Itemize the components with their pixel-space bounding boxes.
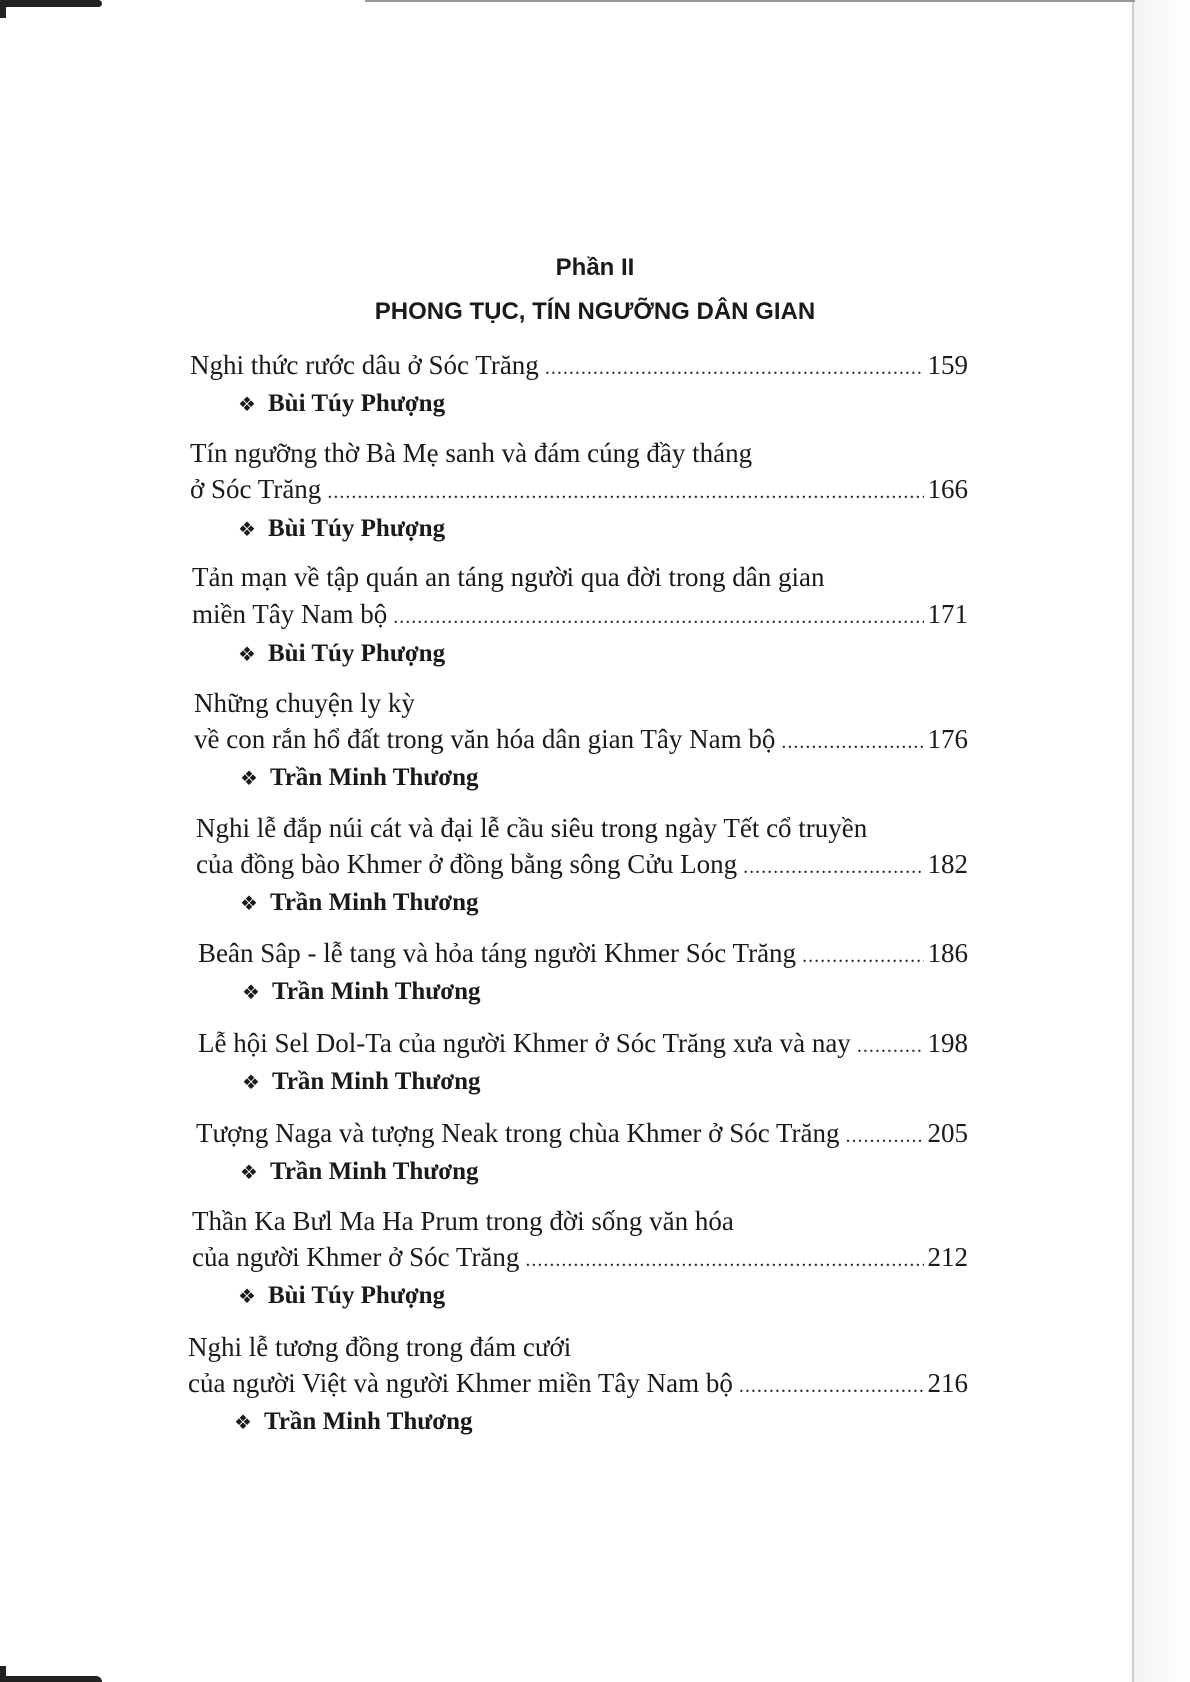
dot-leader: [802, 939, 923, 973]
page-number: 159: [927, 350, 968, 380]
toc-entry-title[interactable]: Tản mạn về tập quán an táng người qua đời trong dân gian: [192, 562, 825, 592]
page-number: 205: [927, 1118, 968, 1148]
diamond-bullet-icon: ❖: [240, 891, 258, 915]
section-title: PHONG TỤC, TÍN NGƯỠNG DÂN GIAN: [374, 298, 816, 325]
page-number: 182: [927, 849, 968, 879]
diamond-bullet-icon: ❖: [238, 517, 256, 541]
toc-entry-author: ❖ Bùi Túy Phượng: [238, 388, 445, 420]
toc-entry-author: ❖ Bùi Túy Phượng: [238, 1280, 445, 1312]
diamond-bullet-icon: ❖: [242, 980, 260, 1004]
diamond-bullet-icon: ❖: [242, 1070, 260, 1094]
toc-entry-title-continued[interactable]: của người Việt và người Khmer miền Tây Nam bộ ..... 216: [188, 1366, 968, 1403]
toc-entry-author: ❖ Trần Minh Thương: [242, 976, 481, 1008]
diamond-bullet-icon: ❖: [234, 1410, 252, 1434]
toc-entry-title[interactable]: Nghi lễ đắp núi cát và đại lễ cầu siêu trong ngày Tết cổ truyền: [196, 813, 868, 843]
page-number: 212: [927, 1242, 968, 1272]
toc-entry-author: ❖ Trần Minh Thương: [242, 1066, 481, 1098]
page-number: 198: [927, 1028, 968, 1058]
dot-leader: [545, 351, 924, 385]
dot-leader: [739, 1369, 924, 1403]
part-title: Phần II: [555, 254, 635, 281]
toc-entry-author: ❖ Trần Minh Thương: [240, 762, 479, 794]
toc-entry-title-continued[interactable]: của đồng bào Khmer ở đồng bằng sông Cửu Long ..... 182: [196, 847, 968, 884]
toc-entry-title[interactable]: Beân Sâp - lễ tang và hỏa táng người Khmer Sóc Trăng ..... 186: [198, 936, 968, 973]
dot-leader: [393, 600, 923, 634]
dot-leader: [845, 1119, 923, 1153]
dot-leader: [857, 1029, 924, 1063]
page-number: 186: [927, 938, 968, 968]
toc-entry-title-continued[interactable]: ở Sóc Trăng ..... 166: [190, 472, 968, 509]
toc-entry-title-continued[interactable]: về con rắn hổ đất trong văn hóa dân gian Tây Nam bộ ..... 176: [194, 722, 968, 759]
diamond-bullet-icon: ❖: [240, 1160, 258, 1184]
diamond-bullet-icon: ❖: [238, 392, 256, 416]
toc-entry-author: ❖ Bùi Túy Phượng: [238, 513, 445, 545]
diamond-bullet-icon: ❖: [238, 642, 256, 666]
dot-leader: [743, 850, 923, 884]
toc-entry-author: ❖ Trần Minh Thương: [240, 887, 479, 919]
page-number: 216: [927, 1368, 968, 1398]
toc-entry-title-continued[interactable]: miền Tây Nam bộ ..... 171: [192, 597, 968, 634]
dot-leader: [525, 1243, 923, 1277]
page-number: 166: [927, 474, 968, 504]
toc-entry-title[interactable]: Tượng Naga và tượng Neak trong chùa Khmer ở Sóc Trăng ..... 205: [196, 1116, 968, 1153]
page-number: 171: [927, 599, 968, 629]
toc-entry-author: ❖ Trần Minh Thương: [234, 1406, 473, 1438]
dot-leader: [781, 725, 923, 759]
toc-entry-author: ❖ Bùi Túy Phượng: [238, 638, 445, 670]
dot-leader: [327, 475, 923, 509]
toc-entry-title[interactable]: Thần Ka Bưl Ma Ha Prum trong đời sống văn hóa: [192, 1206, 734, 1236]
toc-entry-title[interactable]: Những chuyện ly kỳ: [194, 688, 415, 718]
page-number: 176: [927, 724, 968, 754]
toc-entry-title[interactable]: Nghi lễ tương đồng trong đám cưới: [188, 1332, 572, 1362]
diamond-bullet-icon: ❖: [240, 766, 258, 790]
toc-entry-title[interactable]: Lễ hội Sel Dol-Ta của người Khmer ở Sóc Trăng xưa và nay ..... 198: [198, 1026, 968, 1063]
diamond-bullet-icon: ❖: [238, 1284, 256, 1308]
toc-entry-title-continued[interactable]: của người Khmer ở Sóc Trăng ..... 212: [192, 1240, 968, 1277]
toc-entry-title[interactable]: Tín ngưỡng thờ Bà Mẹ sanh và đám cúng đầy tháng: [190, 438, 753, 468]
toc-entry-title[interactable]: Nghi thức rước dâu ở Sóc Trăng ..... 159: [190, 348, 968, 385]
toc-entry-author: ❖ Trần Minh Thương: [240, 1156, 479, 1188]
